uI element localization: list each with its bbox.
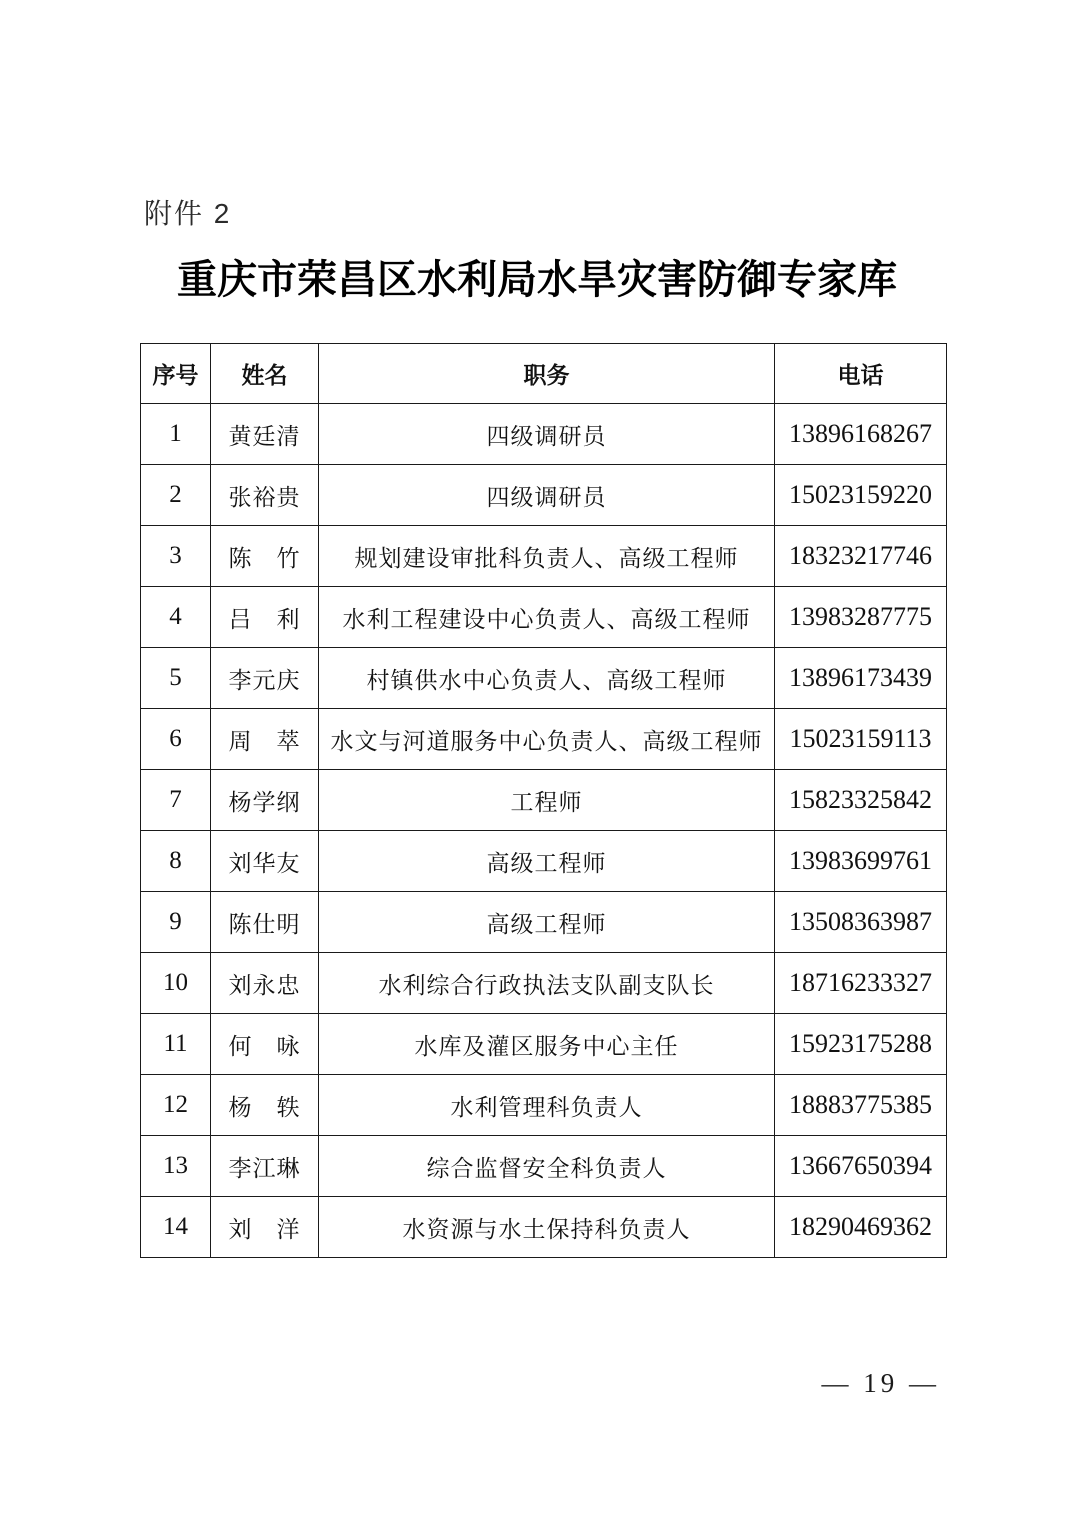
cell-name: 刘 洋 (211, 1197, 319, 1258)
cell-position: 水利管理科负责人 (319, 1075, 775, 1136)
cell-name: 陈 竹 (211, 526, 319, 587)
table-row (141, 1014, 947, 1075)
cell-position: 水文与河道服务中心负责人、高级工程师 (319, 709, 775, 770)
cell-position: 高级工程师 (319, 892, 775, 953)
cell-position: 工程师 (319, 770, 775, 831)
cell-name: 刘华友 (211, 831, 319, 892)
cell-no: 14 (141, 1197, 211, 1258)
page-title: 重庆市荣昌区水利局水旱灾害防御专家库 (177, 257, 897, 302)
cell-name: 何 咏 (211, 1014, 319, 1075)
cell-name: 刘永忠 (211, 953, 319, 1014)
table-row (141, 587, 947, 648)
cell-position: 四级调研员 (319, 404, 775, 465)
cell-position: 综合监督安全科负责人 (319, 1136, 775, 1197)
cell-name: 陈仕明 (211, 892, 319, 953)
cell-no: 7 (141, 770, 211, 831)
cell-no: 2 (141, 465, 211, 526)
cell-name: 李元庆 (211, 648, 319, 709)
cell-no: 13 (141, 1136, 211, 1197)
cell-name: 黄廷清 (211, 404, 319, 465)
cell-no: 9 (141, 892, 211, 953)
cell-no: 6 (141, 709, 211, 770)
table-row (141, 953, 947, 1014)
cell-phone: 13983287775 (775, 587, 947, 648)
table-row (141, 1075, 947, 1136)
cell-position: 村镇供水中心负责人、高级工程师 (319, 648, 775, 709)
cell-position: 水库及灌区服务中心主任 (319, 1014, 775, 1075)
cell-phone: 18716233327 (775, 953, 947, 1014)
cell-phone: 15023159220 (775, 465, 947, 526)
header-no: 序号 (141, 344, 211, 404)
cell-position: 规划建设审批科负责人、高级工程师 (319, 526, 775, 587)
cell-position: 高级工程师 (319, 831, 775, 892)
table-row (141, 404, 947, 465)
cell-name: 周 萃 (211, 709, 319, 770)
cell-no: 1 (141, 404, 211, 465)
cell-no: 8 (141, 831, 211, 892)
cell-name: 杨学纲 (211, 770, 319, 831)
cell-phone: 15823325842 (775, 770, 947, 831)
cell-no: 3 (141, 526, 211, 587)
cell-no: 10 (141, 953, 211, 1014)
table-header-row (141, 344, 947, 404)
cell-position: 水资源与水土保持科负责人 (319, 1197, 775, 1258)
expert-roster-table (140, 343, 947, 1258)
table-row (141, 892, 947, 953)
cell-phone: 13896168267 (775, 404, 947, 465)
cell-position: 水利综合行政执法支队副支队长 (319, 953, 775, 1014)
cell-phone: 13983699761 (775, 831, 947, 892)
cell-position: 水利工程建设中心负责人、高级工程师 (319, 587, 775, 648)
header-name: 姓名 (211, 344, 319, 404)
table-row (141, 526, 947, 587)
attachment-label: 附件 2 (144, 198, 232, 229)
cell-name: 吕 利 (211, 587, 319, 648)
cell-name: 张裕贵 (211, 465, 319, 526)
cell-phone: 13508363987 (775, 892, 947, 953)
cell-name: 李江琳 (211, 1136, 319, 1197)
cell-phone: 18323217746 (775, 526, 947, 587)
cell-phone: 15023159113 (775, 709, 947, 770)
table-row (141, 770, 947, 831)
table-row (141, 831, 947, 892)
cell-no: 11 (141, 1014, 211, 1075)
table-row (141, 1197, 947, 1258)
cell-no: 12 (141, 1075, 211, 1136)
page-number: — 19 — (821, 1368, 940, 1398)
table-row (141, 648, 947, 709)
cell-phone: 18290469362 (775, 1197, 947, 1258)
table-row (141, 1136, 947, 1197)
header-phone: 电话 (775, 344, 947, 404)
table-row (141, 465, 947, 526)
cell-phone: 18883775385 (775, 1075, 947, 1136)
header-position: 职务 (319, 344, 775, 404)
cell-name: 杨 轶 (211, 1075, 319, 1136)
cell-phone: 13667650394 (775, 1136, 947, 1197)
cell-phone: 13896173439 (775, 648, 947, 709)
table-row (141, 709, 947, 770)
cell-phone: 15923175288 (775, 1014, 947, 1075)
cell-no: 5 (141, 648, 211, 709)
cell-position: 四级调研员 (319, 465, 775, 526)
cell-no: 4 (141, 587, 211, 648)
